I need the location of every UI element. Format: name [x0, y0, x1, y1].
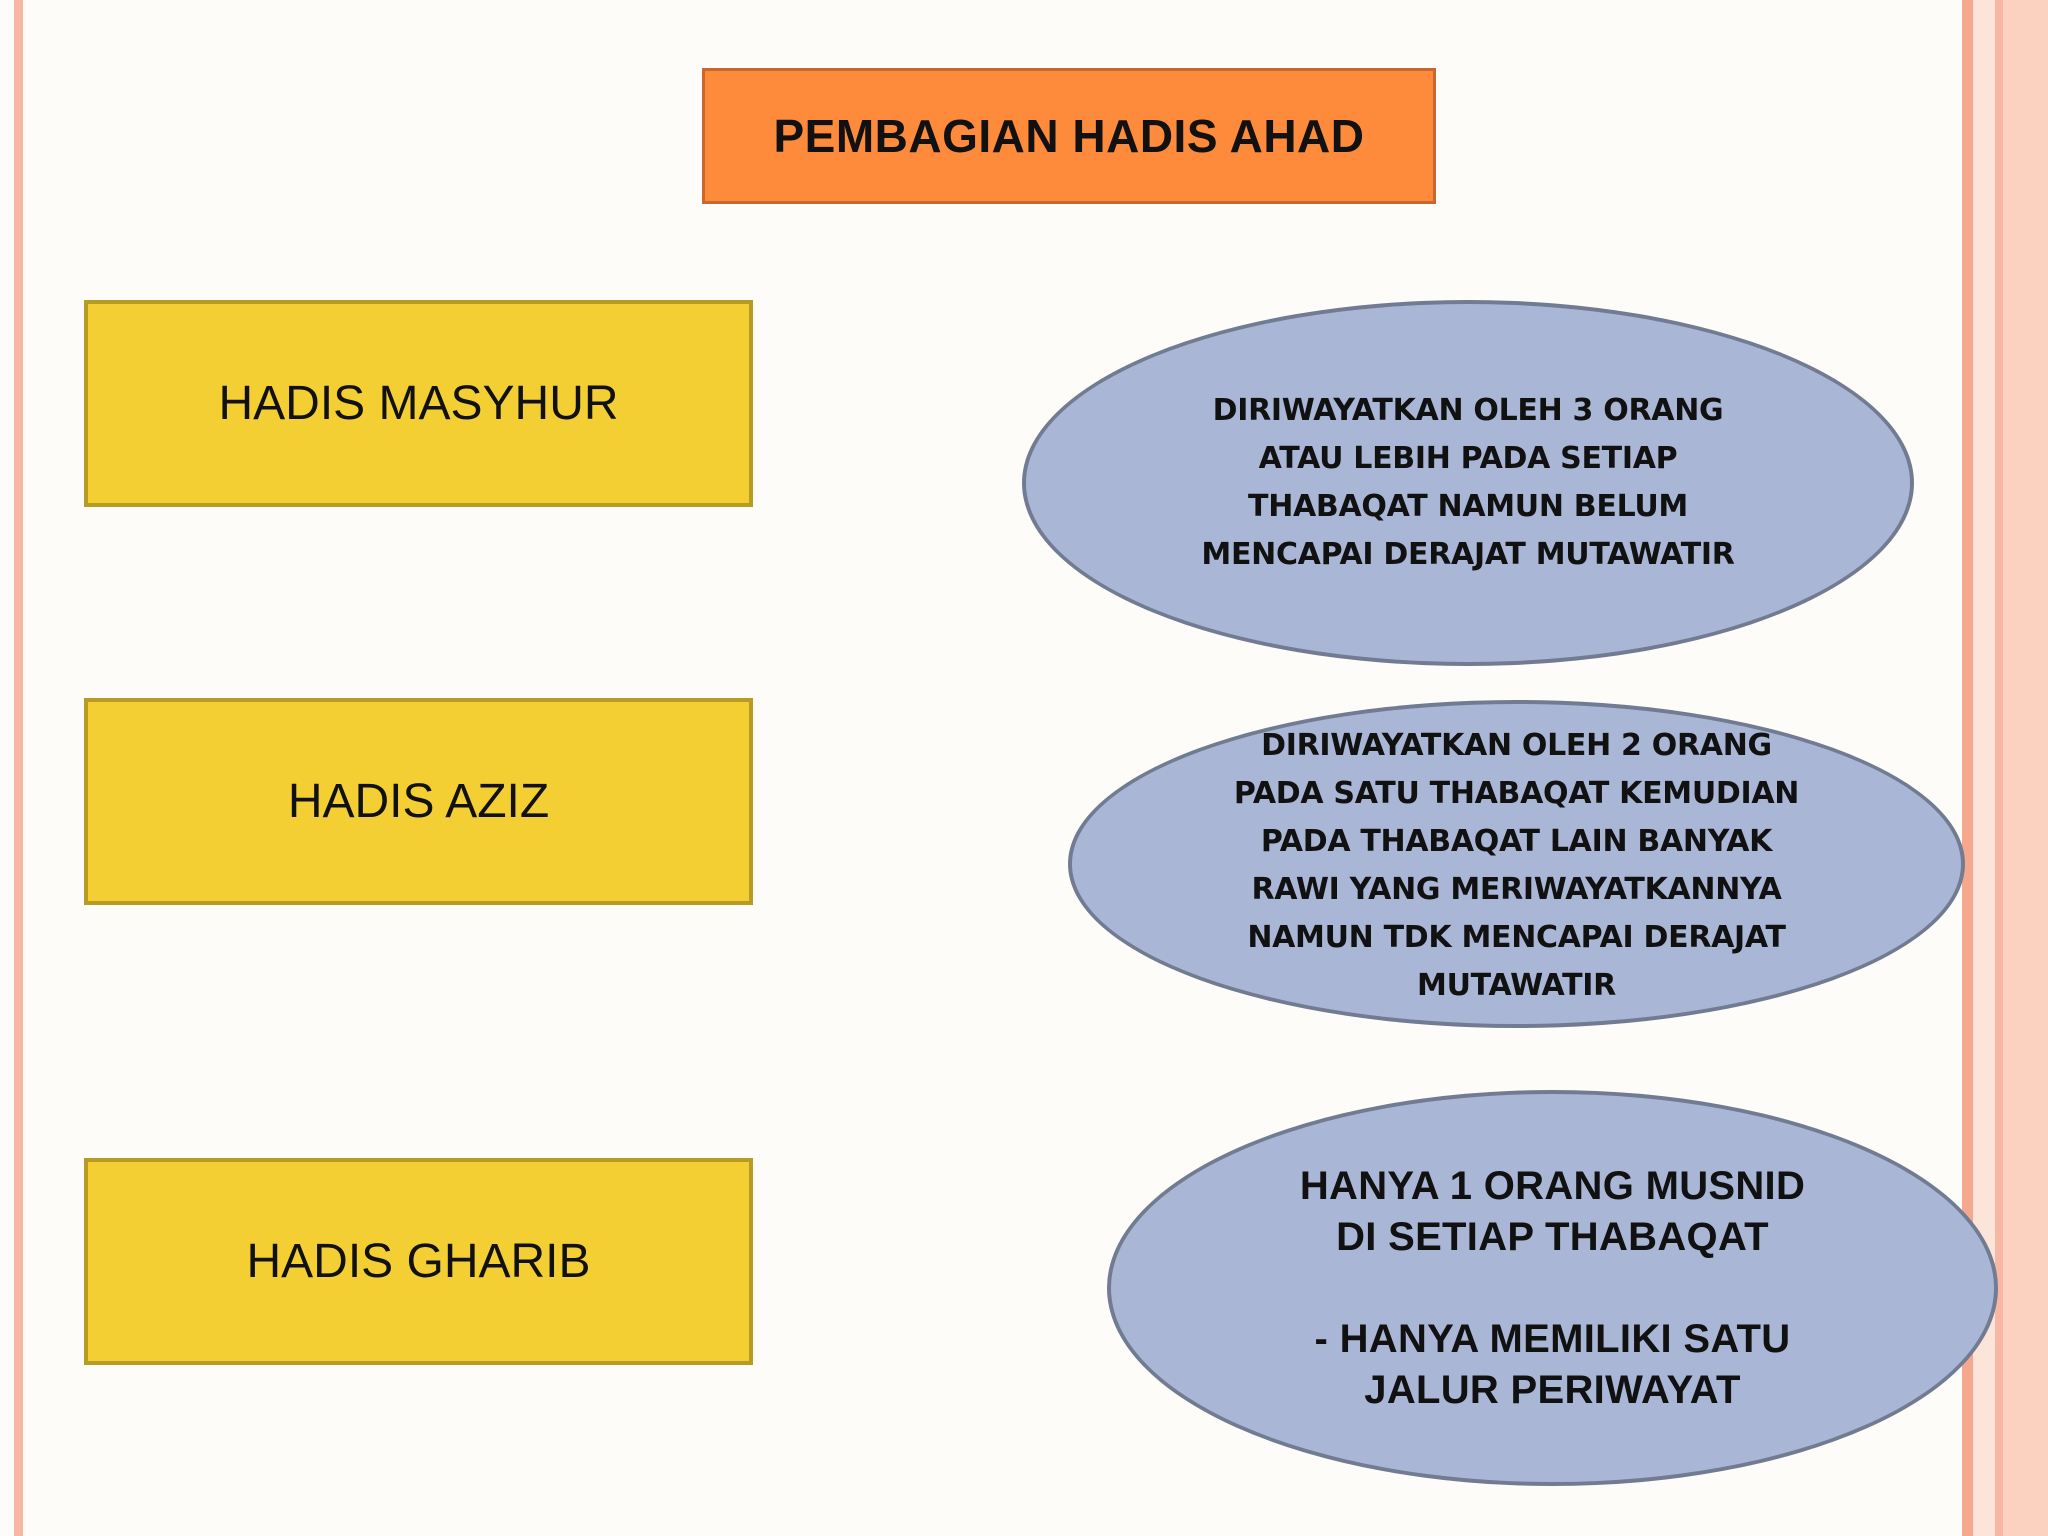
description-line: - HANYA MEMILIKI SATU	[1314, 1316, 1791, 1361]
description-line: NAMUN TDK MENCAPAI DERAJAT	[1247, 920, 1786, 955]
description-line: RAWI YANG MERIWAYATKANNYA	[1251, 872, 1782, 907]
description-line: DIRIWAYATKAN OLEH 2 ORANG	[1261, 728, 1772, 763]
description-line: MENCAPAI DERAJAT MUTAWATIR	[1201, 537, 1735, 572]
description-line: DI SETIAP THABAQAT	[1336, 1214, 1769, 1259]
description-ellipse-aziz	[1068, 700, 1965, 1028]
right-border-stripe	[2003, 0, 2048, 1536]
description-ellipse-masyhur	[1022, 300, 1914, 666]
description-line: THABAQAT NAMUN BELUM	[1248, 489, 1688, 524]
category-label: HADIS MASYHUR	[218, 377, 619, 430]
category-box-aziz	[84, 698, 753, 905]
left-border-stripe	[14, 0, 23, 1536]
description-line: JALUR PERIWAYAT	[1364, 1367, 1741, 1412]
description-line: PADA THABAQAT LAIN BANYAK	[1260, 824, 1773, 859]
description-line: PADA SATU THABAQAT KEMUDIAN	[1233, 776, 1800, 811]
description-line	[1547, 1263, 1558, 1314]
description-ellipse-gharib	[1107, 1090, 1998, 1486]
description-line: DIRIWAYATKAN OLEH 3 ORANG	[1212, 393, 1724, 428]
diagram-title: PEMBAGIAN HADIS AHAD	[773, 110, 1365, 162]
description-line: HANYA 1 ORANG MUSNID	[1299, 1163, 1806, 1208]
category-label: HADIS AZIZ	[287, 775, 550, 828]
title-box	[702, 68, 1436, 204]
category-box-gharib	[84, 1158, 753, 1365]
category-box-masyhur	[84, 300, 753, 507]
category-label: HADIS GHARIB	[246, 1235, 591, 1288]
description-line: MUTAWATIR	[1417, 968, 1616, 1003]
description-line: ATAU LEBIH PADA SETIAP	[1258, 441, 1678, 476]
